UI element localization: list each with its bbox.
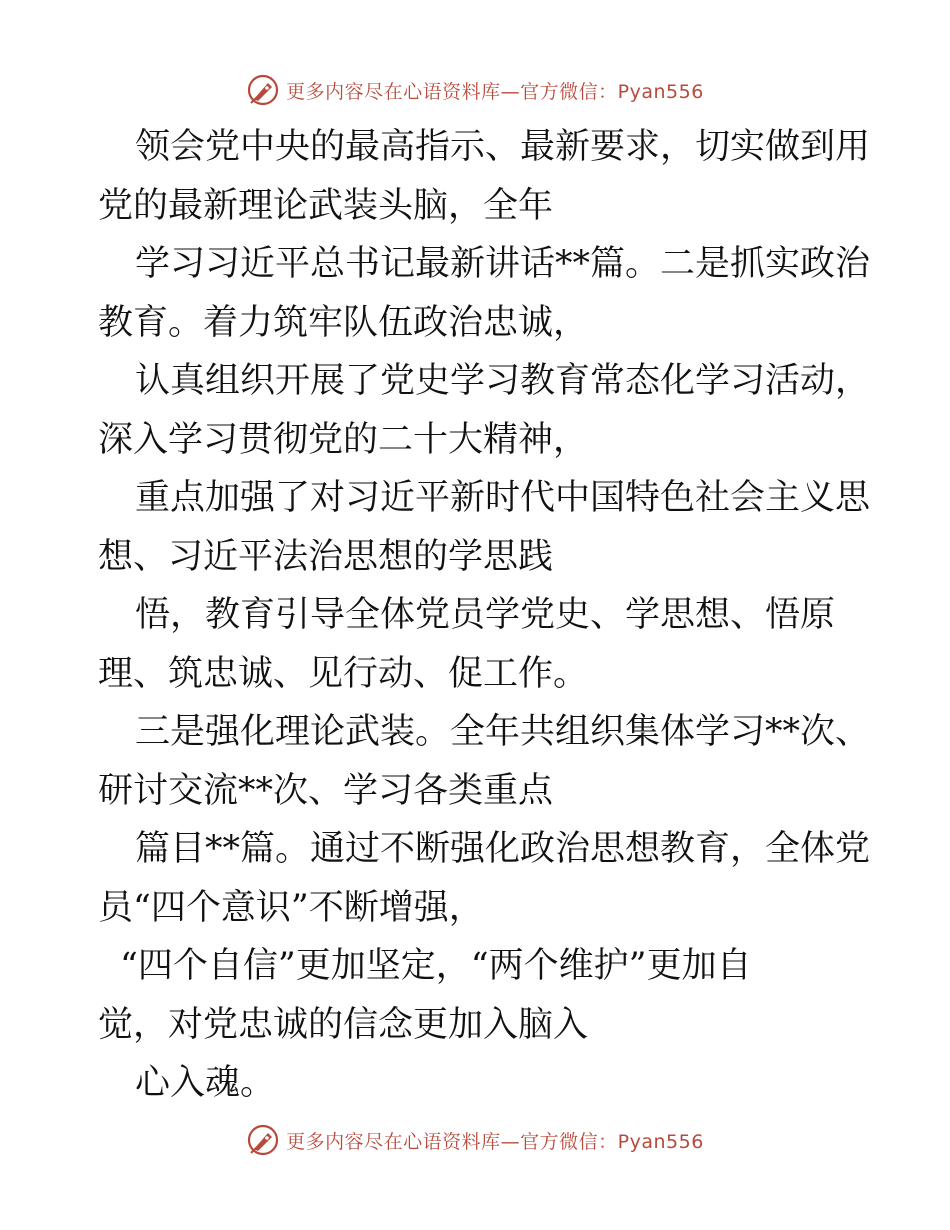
paragraph-line: 篇目**篇。通过不断强化政治思想教育，全体党 <box>135 829 871 869</box>
paragraph-line: 三是强化理论武装。全年共组织集体学习**次、 <box>135 712 871 752</box>
paragraph-line: 想、习近平法治思想的学思践 <box>98 536 554 577</box>
paragraph-line: 党的最新理论武装头脑，全年 <box>98 185 554 226</box>
pen-nib-circle-icon <box>246 73 280 107</box>
paragraph-line: 领会党中央的最高指示、最新要求，切实做到用 <box>135 127 871 167</box>
paragraph-line: 认真组织开展了党史学习教育常态化学习活动， <box>135 361 871 401</box>
footer-banner-text: 更多内容尽在心语资料库—官方微信：Pyan556 <box>286 1130 704 1153</box>
document-body <box>98 118 871 1113</box>
paragraph-line: 重点加强了对习近平新时代中国特色社会主义思 <box>135 478 871 518</box>
header-banner <box>0 70 950 110</box>
paragraph-line: 心入魂。 <box>135 1063 276 1103</box>
footer-banner <box>0 1120 950 1160</box>
paragraph-line: 理、筑忠诚、见行动、促工作。 <box>98 653 589 694</box>
paragraph-line: 员“四个意识”不断增强， <box>98 887 484 928</box>
paragraph-line: “四个自信”更加坚定，“两个维护”更加自 <box>120 946 752 986</box>
paragraph-line: 深入学习贯彻党的二十大精神， <box>98 419 589 460</box>
paragraph-line: 教育。着力筑牢队伍政治忠诚， <box>98 302 589 343</box>
pen-nib-circle-icon <box>246 1123 280 1157</box>
paragraph-line: 觉，对党忠诚的信念更加入脑入 <box>98 1004 589 1045</box>
paragraph-line: 研讨交流**次、学习各类重点 <box>98 770 554 811</box>
paragraph-line: 学习习近平总书记最新讲话**篇。二是抓实政治 <box>135 244 871 284</box>
paragraph-line: 悟，教育引导全体党员学党史、学思想、悟原 <box>135 595 836 635</box>
header-banner-text: 更多内容尽在心语资料库—官方微信：Pyan556 <box>286 80 704 103</box>
